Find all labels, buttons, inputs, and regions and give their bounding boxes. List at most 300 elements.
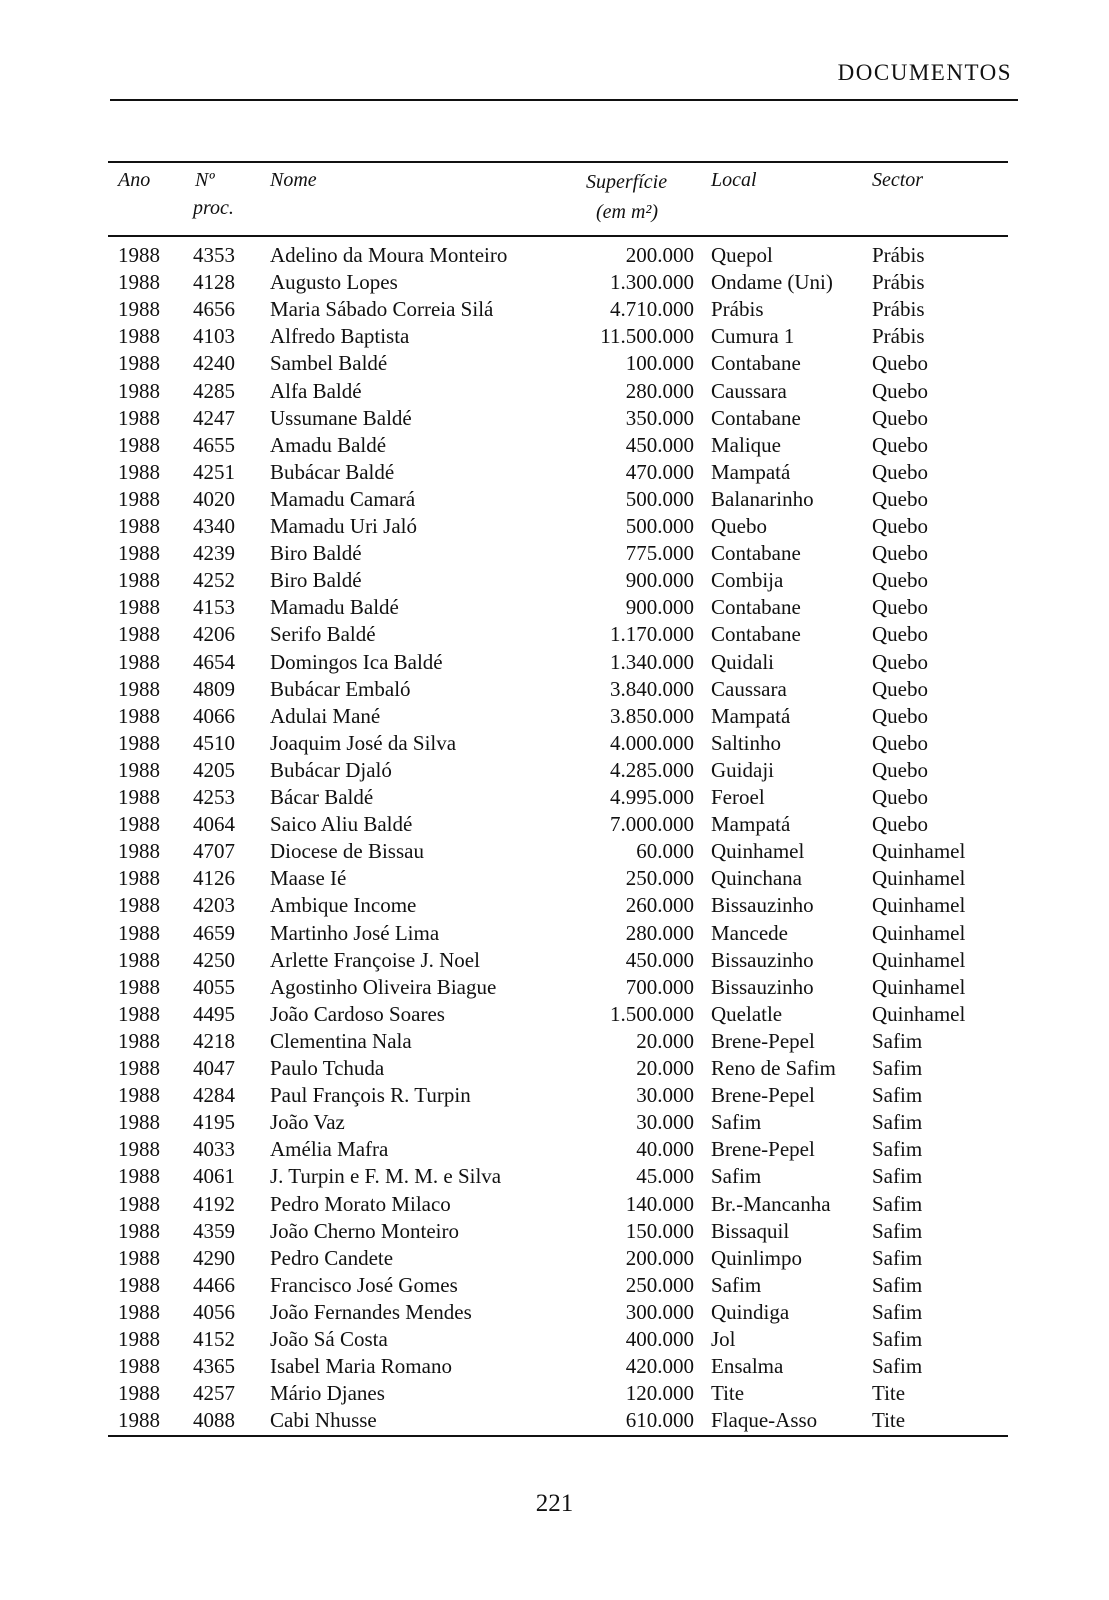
- table-row: [0, 1163, 1109, 1190]
- cell-nome: Amélia Mafra: [270, 1137, 389, 1162]
- cell-local: Jol: [711, 1327, 736, 1351]
- cell-proc: 4056: [193, 1299, 235, 1324]
- cell-nome: Paulo Tchuda: [270, 1056, 385, 1080]
- cell-sector: Safim: [872, 1110, 923, 1135]
- table-row: [0, 242, 1109, 269]
- cell-nome: Mamadu Camará: [270, 486, 416, 511]
- cell-nome: J. Turpin e F. M. M. e Silva: [270, 1164, 502, 1189]
- cell-superficie: 150.000: [625, 1218, 694, 1243]
- cell-sector: Quebo: [872, 378, 928, 403]
- cell-sector: Quinhamel: [872, 839, 966, 864]
- table-row: [0, 1055, 1109, 1082]
- table-row: [0, 838, 1109, 865]
- cell-superficie: 300.000: [625, 1299, 694, 1324]
- table-row: [0, 1245, 1109, 1272]
- cell-local: Feroel: [711, 785, 765, 809]
- cell-sector: Quebo: [872, 568, 928, 593]
- cell-superficie: 45.000: [636, 1164, 694, 1189]
- cell-nome: Augusto Lopes: [270, 270, 398, 295]
- cell-ano: 1988: [118, 1001, 160, 1026]
- table-header-rule: [108, 235, 1008, 237]
- cell-proc: 4206: [193, 622, 235, 647]
- table-row: [0, 405, 1109, 432]
- cell-local: Br.-Mancanha: [711, 1191, 831, 1216]
- cell-local: Quindiga: [711, 1299, 790, 1324]
- cell-proc: 4203: [193, 893, 235, 918]
- cell-nome: Diocese de Bissau: [270, 839, 424, 864]
- header-proc-1: Nº: [195, 169, 215, 191]
- running-head: DOCUMENTOS: [837, 60, 1012, 85]
- cell-ano: 1988: [118, 1299, 160, 1324]
- cell-nome: Pedro Morato Milaco: [270, 1191, 451, 1216]
- cell-proc: 4055: [193, 974, 235, 999]
- cell-proc: 4510: [193, 730, 235, 755]
- cell-nome: Paul François R. Turpin: [270, 1083, 471, 1108]
- cell-local: Caussara: [711, 676, 787, 701]
- cell-local: Saltinho: [711, 730, 782, 755]
- cell-local: Contabane: [711, 405, 801, 430]
- cell-local: Contabane: [711, 541, 801, 566]
- cell-sector: Quebo: [872, 622, 928, 647]
- cell-ano: 1988: [118, 459, 160, 484]
- cell-ano: 1988: [118, 595, 160, 620]
- cell-proc: 4365: [193, 1354, 235, 1379]
- cell-superficie: 775.000: [625, 541, 694, 566]
- cell-nome: Bubácar Baldé: [270, 459, 395, 484]
- cell-nome: Ambique Income: [270, 893, 417, 918]
- cell-ano: 1988: [118, 405, 160, 430]
- cell-ano: 1988: [118, 1354, 160, 1379]
- cell-proc: 4290: [193, 1245, 235, 1270]
- cell-ano: 1988: [118, 974, 160, 999]
- cell-sector: Quebo: [872, 649, 928, 674]
- cell-sector: Quinhamel: [872, 893, 966, 918]
- cell-superficie: 100.000: [625, 351, 694, 376]
- cell-nome: Joaquim José da Silva: [270, 730, 457, 755]
- table-row: [0, 567, 1109, 594]
- cell-ano: 1988: [118, 676, 160, 701]
- cell-ano: 1988: [118, 1218, 160, 1243]
- cell-ano: 1988: [118, 920, 160, 945]
- cell-superficie: 400.000: [625, 1327, 694, 1351]
- cell-ano: 1988: [118, 1028, 160, 1053]
- cell-ano: 1988: [118, 514, 160, 538]
- table-row: [0, 432, 1109, 459]
- table-row: [0, 1326, 1109, 1353]
- cell-proc: 4103: [193, 324, 235, 349]
- table-row: [0, 920, 1109, 947]
- cell-proc: 4218: [193, 1028, 235, 1053]
- cell-proc: 4033: [193, 1137, 235, 1162]
- cell-superficie: 1.300.000: [610, 270, 694, 295]
- table-row: [0, 1028, 1109, 1055]
- cell-proc: 4257: [193, 1381, 235, 1406]
- cell-nome: Pedro Candete: [270, 1245, 394, 1270]
- cell-local: Safim: [711, 1164, 762, 1189]
- cell-superficie: 450.000: [625, 947, 694, 972]
- cell-local: Quinlimpo: [711, 1245, 803, 1270]
- cell-ano: 1988: [118, 568, 160, 593]
- table-row: [0, 513, 1109, 540]
- cell-sector: Safim: [872, 1218, 923, 1243]
- header-sector: Sector: [872, 169, 924, 191]
- table-row: [0, 269, 1109, 296]
- cell-nome: Cabi Nhusse: [270, 1408, 377, 1433]
- cell-nome: Isabel Maria Romano: [270, 1354, 452, 1379]
- cell-superficie: 30.000: [636, 1083, 694, 1108]
- cell-proc: 4205: [193, 757, 235, 782]
- cell-proc: 4240: [193, 351, 235, 376]
- cell-sector: Quebo: [872, 595, 928, 620]
- table-row: [0, 974, 1109, 1001]
- cell-sector: Quinhamel: [872, 866, 966, 891]
- cell-local: Ondame (Uni): [711, 270, 833, 295]
- cell-sector: Safim: [872, 1245, 923, 1270]
- cell-sector: Safim: [872, 1164, 923, 1189]
- cell-sector: Safim: [872, 1137, 923, 1162]
- cell-sector: Quebo: [872, 676, 928, 701]
- cell-nome: Saico Aliu Baldé: [270, 812, 413, 837]
- cell-nome: Adelino da Moura Monteiro: [270, 243, 508, 267]
- cell-superficie: 4.995.000: [610, 785, 694, 809]
- cell-superficie: 280.000: [625, 378, 694, 403]
- cell-nome: Mário Djanes: [270, 1381, 385, 1406]
- table-row: [0, 649, 1109, 676]
- cell-sector: Quebo: [872, 486, 928, 511]
- cell-ano: 1988: [118, 297, 160, 322]
- cell-superficie: 3.850.000: [610, 703, 694, 728]
- table-row: [0, 378, 1109, 405]
- cell-nome: Bubácar Djaló: [270, 757, 392, 782]
- cell-superficie: 900.000: [625, 568, 694, 593]
- cell-nome: Mamadu Uri Jaló: [270, 514, 417, 538]
- cell-superficie: 700.000: [625, 974, 694, 999]
- cell-proc: 4152: [193, 1327, 235, 1351]
- cell-ano: 1988: [118, 785, 160, 809]
- table-row: [0, 323, 1109, 350]
- cell-sector: Tite: [872, 1408, 906, 1433]
- cell-proc: 4654: [193, 649, 235, 674]
- table-row: [0, 1380, 1109, 1407]
- table-row: [0, 676, 1109, 703]
- cell-ano: 1988: [118, 1056, 160, 1080]
- cell-ano: 1988: [118, 243, 160, 267]
- cell-ano: 1988: [118, 378, 160, 403]
- cell-local: Caussara: [711, 378, 787, 403]
- header-superficie-1: Superfície: [586, 171, 668, 193]
- cell-sector: Quebo: [872, 812, 928, 837]
- cell-nome: Clementina Nala: [270, 1028, 412, 1053]
- cell-ano: 1988: [118, 703, 160, 728]
- cell-proc: 4495: [193, 1001, 235, 1026]
- cell-nome: Francisco José Gomes: [270, 1272, 458, 1297]
- table-row: [0, 621, 1109, 648]
- cell-superficie: 7.000.000: [610, 812, 694, 837]
- cell-nome: João Cherno Monteiro: [270, 1218, 459, 1243]
- cell-superficie: 20.000: [636, 1028, 694, 1053]
- cell-superficie: 280.000: [625, 920, 694, 945]
- cell-superficie: 250.000: [625, 1272, 694, 1297]
- cell-local: Ensalma: [711, 1354, 784, 1379]
- cell-proc: 4340: [193, 514, 235, 538]
- table-row: [0, 730, 1109, 757]
- cell-superficie: 500.000: [625, 514, 694, 538]
- cell-nome: Amadu Baldé: [270, 432, 387, 457]
- cell-local: Bissaquil: [711, 1218, 790, 1243]
- cell-ano: 1988: [118, 1245, 160, 1270]
- cell-ano: 1988: [118, 1137, 160, 1162]
- cell-ano: 1988: [118, 866, 160, 891]
- cell-proc: 4659: [193, 920, 235, 945]
- header-ano: Ano: [118, 169, 151, 191]
- cell-proc: 4251: [193, 459, 235, 484]
- cell-sector: Safim: [872, 1056, 923, 1080]
- table-row: [0, 892, 1109, 919]
- cell-ano: 1988: [118, 1381, 160, 1406]
- cell-ano: 1988: [118, 351, 160, 376]
- cell-superficie: 20.000: [636, 1056, 694, 1080]
- header-superficie-2: (em m²): [596, 201, 659, 223]
- cell-superficie: 40.000: [636, 1137, 694, 1162]
- cell-local: Brene-Pepel: [711, 1083, 815, 1108]
- cell-sector: Quebo: [872, 351, 928, 376]
- table-row: [0, 1001, 1109, 1028]
- cell-superficie: 200.000: [625, 243, 694, 267]
- cell-ano: 1988: [118, 649, 160, 674]
- table-row: [0, 1136, 1109, 1163]
- page-number: 221: [535, 1490, 574, 1517]
- cell-proc: 4250: [193, 947, 235, 972]
- cell-proc: 4153: [193, 595, 235, 620]
- cell-proc: 4466: [193, 1272, 235, 1297]
- cell-proc: 4192: [193, 1191, 235, 1216]
- cell-ano: 1988: [118, 1272, 160, 1297]
- cell-local: Bissauzinho: [711, 974, 814, 999]
- cell-local: Bissauzinho: [711, 947, 814, 972]
- cell-proc: 4061: [193, 1164, 235, 1189]
- cell-sector: Quebo: [872, 541, 928, 566]
- table-row: [0, 703, 1109, 730]
- cell-local: Tite: [711, 1381, 745, 1406]
- cell-proc: 4284: [193, 1083, 235, 1108]
- cell-ano: 1988: [118, 1327, 160, 1351]
- cell-sector: Quinhamel: [872, 920, 966, 945]
- cell-superficie: 900.000: [625, 595, 694, 620]
- cell-ano: 1988: [118, 893, 160, 918]
- cell-nome: Domingos Ica Baldé: [270, 649, 443, 674]
- cell-superficie: 610.000: [625, 1408, 694, 1433]
- cell-nome: Serifo Baldé: [270, 622, 376, 647]
- cell-proc: 4809: [193, 676, 235, 701]
- cell-nome: Adulai Mané: [270, 703, 381, 728]
- cell-proc: 4707: [193, 839, 235, 864]
- cell-superficie: 420.000: [625, 1354, 694, 1379]
- cell-ano: 1988: [118, 1083, 160, 1108]
- cell-local: Quebo: [711, 514, 767, 538]
- cell-proc: 4239: [193, 541, 235, 566]
- cell-local: Guidaji: [711, 757, 774, 782]
- cell-ano: 1988: [118, 541, 160, 566]
- cell-ano: 1988: [118, 486, 160, 511]
- table-bottom-rule: [108, 1435, 1008, 1437]
- cell-superficie: 200.000: [625, 1245, 694, 1270]
- cell-ano: 1988: [118, 1164, 160, 1189]
- cell-local: Quinchana: [711, 866, 802, 891]
- cell-nome: Maria Sábado Correia Silá: [270, 297, 494, 322]
- cell-ano: 1988: [118, 324, 160, 349]
- cell-sector: Prábis: [872, 270, 925, 295]
- cell-sector: Quebo: [872, 514, 928, 538]
- cell-nome: Agostinho Oliveira Biague: [270, 974, 497, 999]
- table-row: [0, 784, 1109, 811]
- cell-sector: Quinhamel: [872, 947, 966, 972]
- cell-nome: Sambel Baldé: [270, 351, 388, 376]
- cell-sector: Quebo: [872, 703, 928, 728]
- cell-sector: Tite: [872, 1381, 906, 1406]
- cell-sector: Safim: [872, 1028, 923, 1053]
- cell-sector: Quebo: [872, 459, 928, 484]
- cell-superficie: 500.000: [625, 486, 694, 511]
- table-row: [0, 540, 1109, 567]
- cell-sector: Safim: [872, 1083, 923, 1108]
- cell-local: Mancede: [711, 920, 788, 945]
- cell-nome: João Vaz: [270, 1110, 345, 1135]
- cell-ano: 1988: [118, 1110, 160, 1135]
- cell-superficie: 4.710.000: [610, 297, 694, 322]
- cell-ano: 1988: [118, 839, 160, 864]
- cell-local: Mampatá: [711, 812, 791, 837]
- cell-superficie: 470.000: [625, 459, 694, 484]
- cell-superficie: 1.170.000: [610, 622, 694, 647]
- table-top-rule: [108, 161, 1008, 163]
- cell-ano: 1988: [118, 1191, 160, 1216]
- cell-sector: Safim: [872, 1191, 923, 1216]
- cell-nome: Bácar Baldé: [270, 785, 374, 809]
- cell-superficie: 3.840.000: [610, 676, 694, 701]
- cell-superficie: 140.000: [625, 1191, 694, 1216]
- cell-ano: 1988: [118, 270, 160, 295]
- cell-superficie: 11.500.000: [600, 324, 694, 349]
- cell-local: Bissauzinho: [711, 893, 814, 918]
- cell-proc: 4252: [193, 568, 235, 593]
- cell-proc: 4359: [193, 1218, 235, 1243]
- cell-local: Brene-Pepel: [711, 1137, 815, 1162]
- cell-nome: Arlette Françoise J. Noel: [270, 947, 480, 972]
- cell-local: Mampatá: [711, 703, 791, 728]
- cell-nome: Mamadu Baldé: [270, 595, 399, 620]
- cell-sector: Safim: [872, 1272, 923, 1297]
- cell-superficie: 250.000: [625, 866, 694, 891]
- table-row: [0, 1191, 1109, 1218]
- cell-proc: 4353: [193, 243, 235, 267]
- cell-sector: Safim: [872, 1354, 923, 1379]
- cell-superficie: 60.000: [636, 839, 694, 864]
- cell-proc: 4656: [193, 297, 235, 322]
- cell-proc: 4047: [193, 1056, 235, 1080]
- cell-nome: Bubácar Embaló: [270, 676, 411, 701]
- cell-local: Combija: [711, 568, 784, 593]
- cell-proc: 4066: [193, 703, 235, 728]
- cell-superficie: 1.500.000: [610, 1001, 694, 1026]
- cell-sector: Quebo: [872, 730, 928, 755]
- cell-ano: 1988: [118, 622, 160, 647]
- table-row: [0, 1109, 1109, 1136]
- cell-sector: Quebo: [872, 405, 928, 430]
- cell-proc: 4064: [193, 812, 235, 837]
- header-proc-2: proc.: [193, 197, 234, 219]
- cell-local: Contabane: [711, 595, 801, 620]
- table-row: [0, 1272, 1109, 1299]
- cell-sector: Prábis: [872, 297, 925, 322]
- cell-proc: 4020: [193, 486, 235, 511]
- cell-sector: Quebo: [872, 757, 928, 782]
- table-row: [0, 1353, 1109, 1380]
- cell-sector: Prábis: [872, 324, 925, 349]
- cell-proc: 4128: [193, 270, 235, 295]
- table-row: [0, 486, 1109, 513]
- cell-superficie: 1.340.000: [610, 649, 694, 674]
- cell-sector: Safim: [872, 1327, 923, 1351]
- cell-superficie: 120.000: [625, 1381, 694, 1406]
- header-rule: [110, 99, 1018, 101]
- cell-local: Brene-Pepel: [711, 1028, 815, 1053]
- table-row: [0, 1082, 1109, 1109]
- cell-proc: 4253: [193, 785, 235, 809]
- cell-local: Contabane: [711, 622, 801, 647]
- table-row: [0, 594, 1109, 621]
- cell-nome: Biro Baldé: [270, 541, 362, 566]
- cell-nome: João Fernandes Mendes: [270, 1299, 472, 1324]
- cell-proc: 4655: [193, 432, 235, 457]
- table-row: [0, 1299, 1109, 1326]
- cell-local: Flaque-Asso: [711, 1408, 818, 1433]
- cell-local: Prábis: [711, 297, 764, 322]
- cell-local: Safim: [711, 1110, 762, 1135]
- table-row: [0, 1218, 1109, 1245]
- header-nome: Nome: [270, 169, 317, 191]
- cell-local: Mampatá: [711, 459, 791, 484]
- cell-sector: Quebo: [872, 432, 928, 457]
- cell-nome: Biro Baldé: [270, 568, 362, 593]
- table-row: [0, 350, 1109, 377]
- cell-ano: 1988: [118, 757, 160, 782]
- cell-nome: Alfa Baldé: [270, 378, 362, 403]
- cell-local: Contabane: [711, 351, 801, 376]
- cell-nome: Martinho José Lima: [270, 920, 440, 945]
- cell-superficie: 350.000: [625, 405, 694, 430]
- cell-local: Quidali: [711, 649, 774, 674]
- table-row: [0, 947, 1109, 974]
- cell-nome: João Cardoso Soares: [270, 1001, 445, 1026]
- cell-superficie: 30.000: [636, 1110, 694, 1135]
- cell-superficie: 260.000: [625, 893, 694, 918]
- table-row: [0, 459, 1109, 486]
- cell-sector: Prábis: [872, 243, 925, 267]
- cell-sector: Safim: [872, 1299, 923, 1324]
- cell-superficie: 4.000.000: [610, 730, 694, 755]
- cell-local: Reno de Safim: [711, 1056, 836, 1080]
- table-row: [0, 296, 1109, 323]
- cell-local: Quinhamel: [711, 839, 805, 864]
- cell-ano: 1988: [118, 947, 160, 972]
- cell-nome: Ussumane Baldé: [270, 405, 412, 430]
- cell-sector: Quinhamel: [872, 1001, 966, 1026]
- cell-ano: 1988: [118, 432, 160, 457]
- cell-ano: 1988: [118, 730, 160, 755]
- cell-local: Quepol: [711, 243, 773, 267]
- cell-sector: Quinhamel: [872, 974, 966, 999]
- cell-ano: 1988: [118, 1408, 160, 1433]
